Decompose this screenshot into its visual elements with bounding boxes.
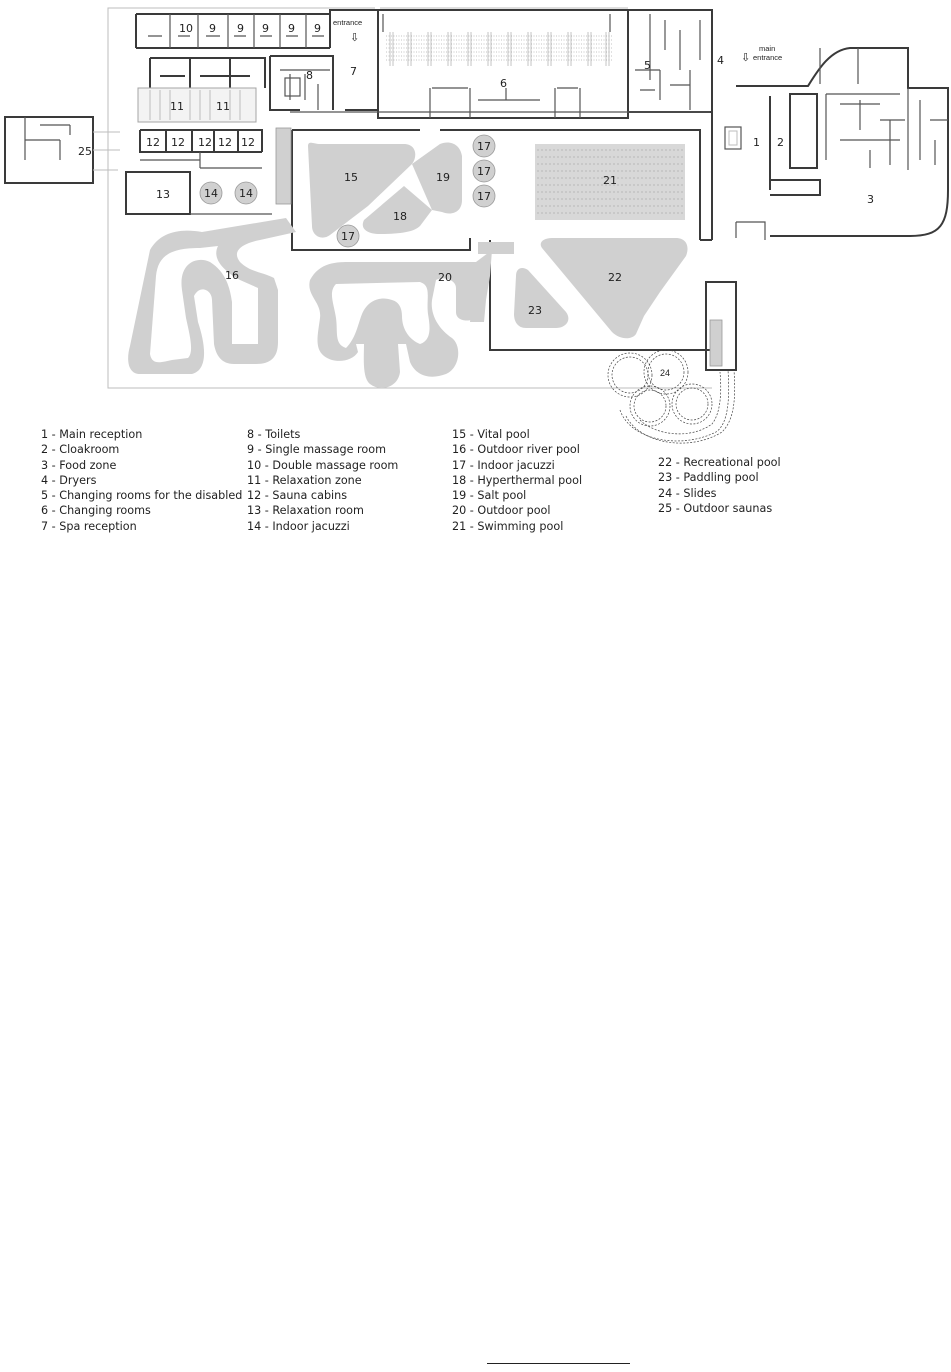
legend-column-3 [452,427,582,534]
legend-item: 1 - Main reception [41,428,143,441]
label-8: 8 [306,69,313,82]
label-6: 6 [500,77,507,90]
label-10: 10 [179,22,193,35]
label-14b: 14 [239,187,253,200]
label-16: 16 [225,269,239,282]
legend-item: 18 - Hyperthermal pool [452,473,583,487]
label-18: 18 [393,210,407,223]
outdoor-saunas-building [5,117,120,183]
label-2: 2 [777,136,784,149]
label-11a: 11 [170,100,184,113]
label-12a: 12 [146,136,160,149]
legend-item: 10 - Double massage room [247,458,399,472]
label-9a: 9 [209,22,216,35]
label-7: 7 [350,65,357,78]
legend-item: 7 - Spa reception [41,519,137,533]
label-9d: 9 [288,22,295,35]
legend-item: 21 - Swimming pool [452,519,564,533]
label-12c: 12 [198,136,212,149]
changing-rooms-block [330,10,628,118]
label-9c: 9 [262,22,269,35]
relaxation-zone [138,88,256,122]
legend-item: 11 - Relaxation zone [247,473,362,487]
label-24: 24 [660,368,671,378]
main-entrance-label-1: main [759,44,776,53]
label-14a: 14 [204,187,218,200]
label-23: 23 [528,304,542,317]
entrance-label: entrance [333,18,363,27]
legend-item: 16 - Outdoor river pool [452,443,580,457]
label-21: 21 [603,174,617,187]
label-17c: 17 [477,165,491,178]
legend-item: 25 - Outdoor saunas [658,501,773,515]
label-22: 22 [608,271,622,284]
label-17b: 17 [477,140,491,153]
legend-item: 14 - Indoor jacuzzi [247,519,350,533]
legend-item: 13 - Relaxation room [247,504,364,518]
legend-column-2 [247,427,398,534]
label-4: 4 [717,54,724,67]
label-1: 1 [753,136,760,149]
label-3: 3 [867,193,874,206]
legend-item: 15 - Vital pool [452,428,530,441]
legend-item: 22 - Recreational pool [658,456,781,469]
label-13: 13 [156,188,170,201]
legend-item: 3 - Food zone [41,458,117,472]
dryers-block [628,10,712,112]
legend-column-4 [658,455,781,516]
legend-item: 24 - Slides [658,486,717,500]
label-12d: 12 [218,136,232,149]
footer-rule [487,1363,630,1364]
legend-item: 23 - Paddling pool [658,471,759,485]
label-15: 15 [344,171,358,184]
legend-item: 5 - Changing rooms for the disabled [41,489,243,503]
legend-item: 2 - Cloakroom [41,443,120,457]
label-20: 20 [438,271,452,284]
main-entrance-label-2: entrance [753,53,783,62]
legend-column-1 [41,427,242,534]
label-17d: 17 [477,190,491,203]
label-5: 5 [644,59,651,72]
legend-item: 20 - Outdoor pool [452,504,551,518]
label-17a: 17 [341,230,355,243]
outdoor-pool [309,262,478,388]
legend-item: 4 - Dryers [41,473,97,487]
legend [41,427,801,535]
legend-item: 9 - Single massage room [247,443,386,457]
paddling-pool [514,268,568,328]
entrance-arrow-icon: ⇩ [350,31,360,44]
label-9e: 9 [314,22,321,35]
label-11b: 11 [216,100,230,113]
main-entrance-arrow-icon: ⇩ [741,51,751,64]
legend-item: 12 - Sauna cabins [247,489,348,503]
label-12b: 12 [171,136,185,149]
legend-item: 17 - Indoor jacuzzi [452,458,555,472]
outdoor-river-pool [128,218,296,374]
label-12e: 12 [241,136,255,149]
label-9b: 9 [237,22,244,35]
main-entrance-marker [741,44,782,64]
legend-item: 6 - Changing rooms [41,504,151,518]
spa-entrance-marker [333,18,362,44]
legend-item: 8 - Toilets [247,428,301,441]
label-19: 19 [436,171,450,184]
legend-item: 19 - Salt pool [452,489,527,503]
label-25: 25 [78,145,92,158]
